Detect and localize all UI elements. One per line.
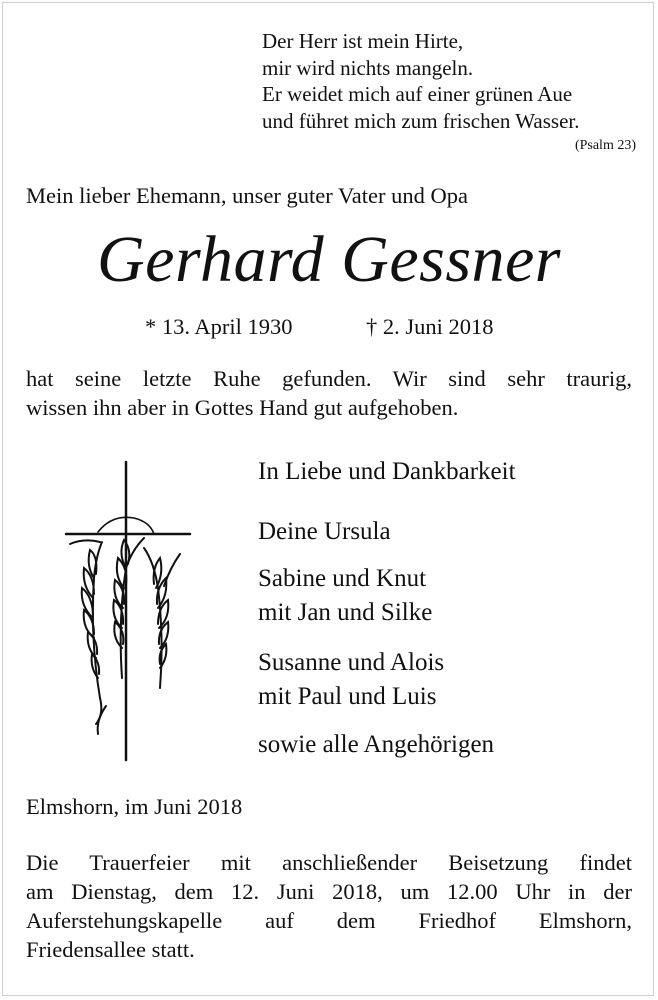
family-member: Deine Ursula — [258, 518, 391, 545]
death-date: † 2. Juni 2018 — [366, 314, 494, 339]
intro-text: Mein lieber Ehemann, unser guter Vater und Opa — [26, 183, 468, 208]
psalm-line: und führet mich zum frischen Wasser. — [262, 108, 580, 133]
family-group — [258, 646, 444, 714]
family-group — [258, 562, 432, 630]
family-member: Susanne und Alois — [258, 649, 445, 676]
deceased-name: Gerhard Gessner — [97, 223, 561, 296]
psalm-line: mir wird nichts mangeln. — [262, 55, 474, 80]
funeral-line: Friedensallee statt. — [26, 937, 195, 962]
message-line: hat seine letzte Ruhe gefunden. Wir sind sehr traurig, — [26, 366, 632, 391]
psalm-reference: (Psalm 23) — [574, 138, 636, 153]
funeral-line: Die Trauerfeier mit anschließender Beisetzung findet — [26, 850, 632, 875]
message-line: wissen ihn aber in Gottes Hand gut aufgehoben. — [26, 395, 459, 420]
cross-with-wheat-icon — [60, 458, 195, 768]
psalm-quote — [262, 28, 580, 134]
birth-date: * 13. April 1930 — [145, 314, 293, 339]
funeral-line: am Dienstag, dem 12. Juni 2018, um 12.00 Uhr in der — [26, 879, 632, 904]
signoff-heading: In Liebe und Dankbarkeit — [258, 458, 516, 485]
family-member: mit Jan und Silke — [258, 599, 433, 626]
place-date: Elmshorn, im Juni 2018 — [26, 794, 243, 819]
family-member: Sabine und Knut — [258, 565, 427, 592]
funeral-paragraph — [26, 848, 632, 964]
family-member: sowie alle Angehörigen — [258, 731, 495, 758]
funeral-line: Auferstehungskapelle auf dem Friedhof Elmshorn, — [26, 908, 632, 933]
family-member: mit Paul und Luis — [258, 683, 437, 710]
psalm-line: Er weidet mich auf einer grünen Aue — [262, 82, 573, 106]
message-paragraph — [26, 364, 632, 422]
psalm-line: Der Herr ist mein Hirte, — [262, 29, 464, 53]
